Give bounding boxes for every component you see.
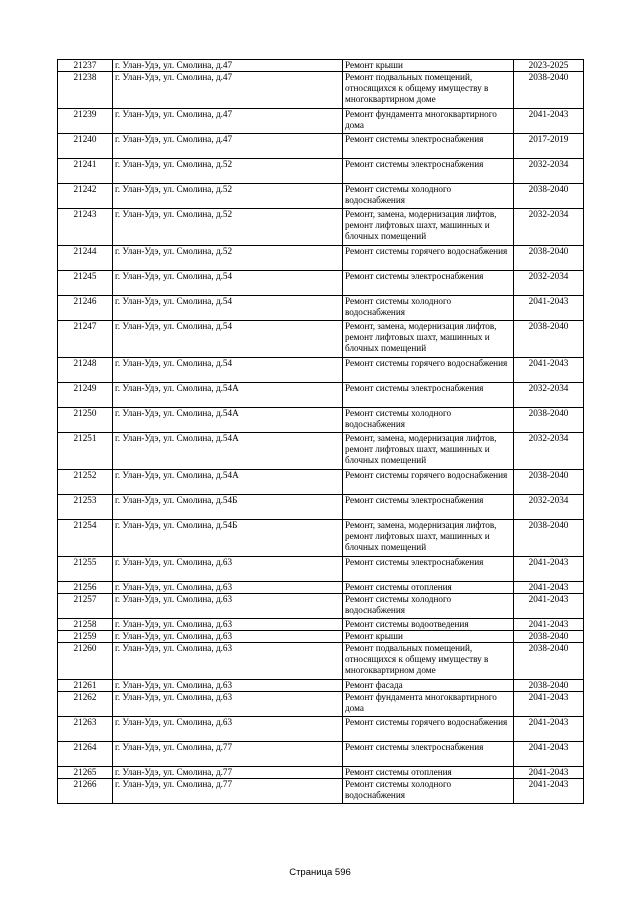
- work-type-cell: Ремонт системы электроснабжения: [343, 134, 514, 159]
- address-cell: г. Улан-Удэ, ул. Смолина, д.54А: [113, 408, 343, 433]
- work-type-cell: Ремонт, замена, модернизация лифтов, ремонт лифтовых шахт, машинных и блочных помещений: [343, 433, 514, 470]
- period-cell: 2038-2040: [514, 408, 584, 433]
- table-row: [58, 643, 584, 680]
- period-cell: 2038-2040: [514, 321, 584, 358]
- registry-table-body: [58, 60, 584, 804]
- work-type-cell: Ремонт системы холодного водоснабжения: [343, 779, 514, 804]
- address-cell: г. Улан-Удэ, ул. Смолина, д.63: [113, 582, 343, 594]
- row-number-cell: 21253: [58, 495, 113, 520]
- table-row: [58, 619, 584, 631]
- address-cell: г. Улан-Удэ, ул. Смолина, д.52: [113, 246, 343, 271]
- table-row: [58, 495, 584, 520]
- work-type-cell: Ремонт системы электроснабжения: [343, 495, 514, 520]
- work-type-cell: Ремонт крыши: [343, 60, 514, 72]
- table-row: [58, 631, 584, 643]
- work-type-cell: Ремонт системы электроснабжения: [343, 271, 514, 296]
- row-number-cell: 21245: [58, 271, 113, 296]
- work-type-cell: Ремонт крыши: [343, 631, 514, 643]
- address-cell: г. Улан-Удэ, ул. Смолина, д.63: [113, 643, 343, 680]
- address-cell: г. Улан-Удэ, ул. Смолина, д.77: [113, 742, 343, 767]
- row-number-cell: 21264: [58, 742, 113, 767]
- row-number-cell: 21241: [58, 159, 113, 184]
- table-row: [58, 246, 584, 271]
- row-number-cell: 21265: [58, 767, 113, 779]
- work-type-cell: Ремонт системы отопления: [343, 767, 514, 779]
- work-type-cell: Ремонт системы холодного водоснабжения: [343, 594, 514, 619]
- table-row: [58, 767, 584, 779]
- row-number-cell: 21262: [58, 692, 113, 717]
- address-cell: г. Улан-Удэ, ул. Смолина, д.54: [113, 358, 343, 383]
- period-cell: 2017-2019: [514, 134, 584, 159]
- address-cell: г. Улан-Удэ, ул. Смолина, д.63: [113, 692, 343, 717]
- row-number-cell: 21249: [58, 383, 113, 408]
- table-row: [58, 582, 584, 594]
- table-row: [58, 779, 584, 804]
- work-type-cell: Ремонт системы водоотведения: [343, 619, 514, 631]
- table-row: [58, 717, 584, 742]
- period-cell: 2032-2034: [514, 383, 584, 408]
- period-cell: 2041-2043: [514, 594, 584, 619]
- table-row: [58, 520, 584, 557]
- address-cell: г. Улан-Удэ, ул. Смолина, д.54: [113, 321, 343, 358]
- row-number-cell: 21243: [58, 209, 113, 246]
- work-type-cell: Ремонт системы электроснабжения: [343, 557, 514, 582]
- work-type-cell: Ремонт фасада: [343, 680, 514, 692]
- row-number-cell: 21263: [58, 717, 113, 742]
- period-cell: 2041-2043: [514, 742, 584, 767]
- table-row: [58, 557, 584, 582]
- table-row: [58, 209, 584, 246]
- table-row: [58, 408, 584, 433]
- period-cell: 2038-2040: [514, 72, 584, 109]
- table-row: [58, 742, 584, 767]
- address-cell: г. Улан-Удэ, ул. Смолина, д.52: [113, 209, 343, 246]
- table-row: [58, 134, 584, 159]
- row-number-cell: 21254: [58, 520, 113, 557]
- row-number-cell: 21240: [58, 134, 113, 159]
- address-cell: г. Улан-Удэ, ул. Смолина, д.54А: [113, 470, 343, 495]
- work-type-cell: Ремонт системы электроснабжения: [343, 159, 514, 184]
- address-cell: г. Улан-Удэ, ул. Смолина, д.63: [113, 680, 343, 692]
- address-cell: г. Улан-Удэ, ул. Смолина, д.63: [113, 594, 343, 619]
- work-type-cell: Ремонт подвальных помещений, относящихся к общему имуществу в многоквартирном доме: [343, 643, 514, 680]
- row-number-cell: 21246: [58, 296, 113, 321]
- row-number-cell: 21255: [58, 557, 113, 582]
- period-cell: 2038-2040: [514, 631, 584, 643]
- row-number-cell: 21260: [58, 643, 113, 680]
- period-cell: 2032-2034: [514, 495, 584, 520]
- table-row: [58, 296, 584, 321]
- address-cell: г. Улан-Удэ, ул. Смолина, д.54А: [113, 433, 343, 470]
- address-cell: г. Улан-Удэ, ул. Смолина, д.47: [113, 109, 343, 134]
- period-cell: 2041-2043: [514, 358, 584, 383]
- address-cell: г. Улан-Удэ, ул. Смолина, д.63: [113, 619, 343, 631]
- address-cell: г. Улан-Удэ, ул. Смолина, д.52: [113, 184, 343, 209]
- row-number-cell: 21244: [58, 246, 113, 271]
- row-number-cell: 21266: [58, 779, 113, 804]
- address-cell: г. Улан-Удэ, ул. Смолина, д.77: [113, 779, 343, 804]
- period-cell: 2038-2040: [514, 470, 584, 495]
- period-cell: 2038-2040: [514, 246, 584, 271]
- period-cell: 2041-2043: [514, 692, 584, 717]
- address-cell: г. Улан-Удэ, ул. Смолина, д.54: [113, 271, 343, 296]
- work-type-cell: Ремонт фундамента многоквартирного дома: [343, 109, 514, 134]
- row-number-cell: 21252: [58, 470, 113, 495]
- table-row: [58, 271, 584, 296]
- period-cell: 2041-2043: [514, 767, 584, 779]
- period-cell: 2041-2043: [514, 779, 584, 804]
- period-cell: 2032-2034: [514, 209, 584, 246]
- work-type-cell: Ремонт фундамента многоквартирного дома: [343, 692, 514, 717]
- table-row: [58, 433, 584, 470]
- table-row: [58, 72, 584, 109]
- row-number-cell: 21237: [58, 60, 113, 72]
- address-cell: г. Улан-Удэ, ул. Смолина, д.52: [113, 159, 343, 184]
- table-row: [58, 184, 584, 209]
- address-cell: г. Улан-Удэ, ул. Смолина, д.47: [113, 134, 343, 159]
- work-type-cell: Ремонт системы холодного водоснабжения: [343, 408, 514, 433]
- period-cell: 2041-2043: [514, 557, 584, 582]
- table-row: [58, 383, 584, 408]
- period-cell: 2038-2040: [514, 680, 584, 692]
- row-number-cell: 21238: [58, 72, 113, 109]
- period-cell: 2038-2040: [514, 184, 584, 209]
- row-number-cell: 21256: [58, 582, 113, 594]
- period-cell: 2032-2034: [514, 433, 584, 470]
- address-cell: г. Улан-Удэ, ул. Смолина, д.54: [113, 296, 343, 321]
- table-row: [58, 109, 584, 134]
- table-row: [58, 358, 584, 383]
- table-row: [58, 159, 584, 184]
- row-number-cell: 21257: [58, 594, 113, 619]
- table-row: [58, 321, 584, 358]
- address-cell: г. Улан-Удэ, ул. Смолина, д.54Б: [113, 520, 343, 557]
- row-number-cell: 21261: [58, 680, 113, 692]
- row-number-cell: 21259: [58, 631, 113, 643]
- registry-table: [57, 59, 584, 804]
- address-cell: г. Улан-Удэ, ул. Смолина, д.63: [113, 557, 343, 582]
- period-cell: 2041-2043: [514, 582, 584, 594]
- period-cell: 2032-2034: [514, 271, 584, 296]
- address-cell: г. Улан-Удэ, ул. Смолина, д.77: [113, 767, 343, 779]
- work-type-cell: Ремонт системы электроснабжения: [343, 383, 514, 408]
- address-cell: г. Улан-Удэ, ул. Смолина, д.63: [113, 631, 343, 643]
- row-number-cell: 21242: [58, 184, 113, 209]
- work-type-cell: Ремонт системы отопления: [343, 582, 514, 594]
- period-cell: 2041-2043: [514, 619, 584, 631]
- period-cell: 2041-2043: [514, 296, 584, 321]
- address-cell: г. Улан-Удэ, ул. Смолина, д.54Б: [113, 495, 343, 520]
- work-type-cell: Ремонт подвальных помещений, относящихся к общему имуществу в многоквартирном доме: [343, 72, 514, 109]
- period-cell: 2041-2043: [514, 717, 584, 742]
- work-type-cell: Ремонт, замена, модернизация лифтов, ремонт лифтовых шахт, машинных и блочных помещений: [343, 520, 514, 557]
- work-type-cell: Ремонт системы холодного водоснабжения: [343, 184, 514, 209]
- work-type-cell: Ремонт системы горячего водоснабжения: [343, 246, 514, 271]
- period-cell: 2038-2040: [514, 643, 584, 680]
- row-number-cell: 21248: [58, 358, 113, 383]
- table-row: [58, 680, 584, 692]
- address-cell: г. Улан-Удэ, ул. Смолина, д.47: [113, 72, 343, 109]
- table-row: [58, 594, 584, 619]
- work-type-cell: Ремонт системы горячего водоснабжения: [343, 470, 514, 495]
- row-number-cell: 21251: [58, 433, 113, 470]
- address-cell: г. Улан-Удэ, ул. Смолина, д.63: [113, 717, 343, 742]
- row-number-cell: 21247: [58, 321, 113, 358]
- table-row: [58, 470, 584, 495]
- work-type-cell: Ремонт, замена, модернизация лифтов, ремонт лифтовых шахт, машинных и блочных помещений: [343, 209, 514, 246]
- work-type-cell: Ремонт системы электроснабжения: [343, 742, 514, 767]
- table-row: [58, 60, 584, 72]
- work-type-cell: Ремонт системы холодного водоснабжения: [343, 296, 514, 321]
- table-row: [58, 692, 584, 717]
- address-cell: г. Улан-Удэ, ул. Смолина, д.47: [113, 60, 343, 72]
- address-cell: г. Улан-Удэ, ул. Смолина, д.54А: [113, 383, 343, 408]
- period-cell: 2038-2040: [514, 520, 584, 557]
- period-cell: 2032-2034: [514, 159, 584, 184]
- work-type-cell: Ремонт системы горячего водоснабжения: [343, 358, 514, 383]
- row-number-cell: 21258: [58, 619, 113, 631]
- row-number-cell: 21250: [58, 408, 113, 433]
- work-type-cell: Ремонт, замена, модернизация лифтов, ремонт лифтовых шахт, машинных и блочных помещений: [343, 321, 514, 358]
- row-number-cell: 21239: [58, 109, 113, 134]
- work-type-cell: Ремонт системы горячего водоснабжения: [343, 717, 514, 742]
- page-number: Страница 596: [289, 867, 351, 878]
- period-cell: 2023-2025: [514, 60, 584, 72]
- period-cell: 2041-2043: [514, 109, 584, 134]
